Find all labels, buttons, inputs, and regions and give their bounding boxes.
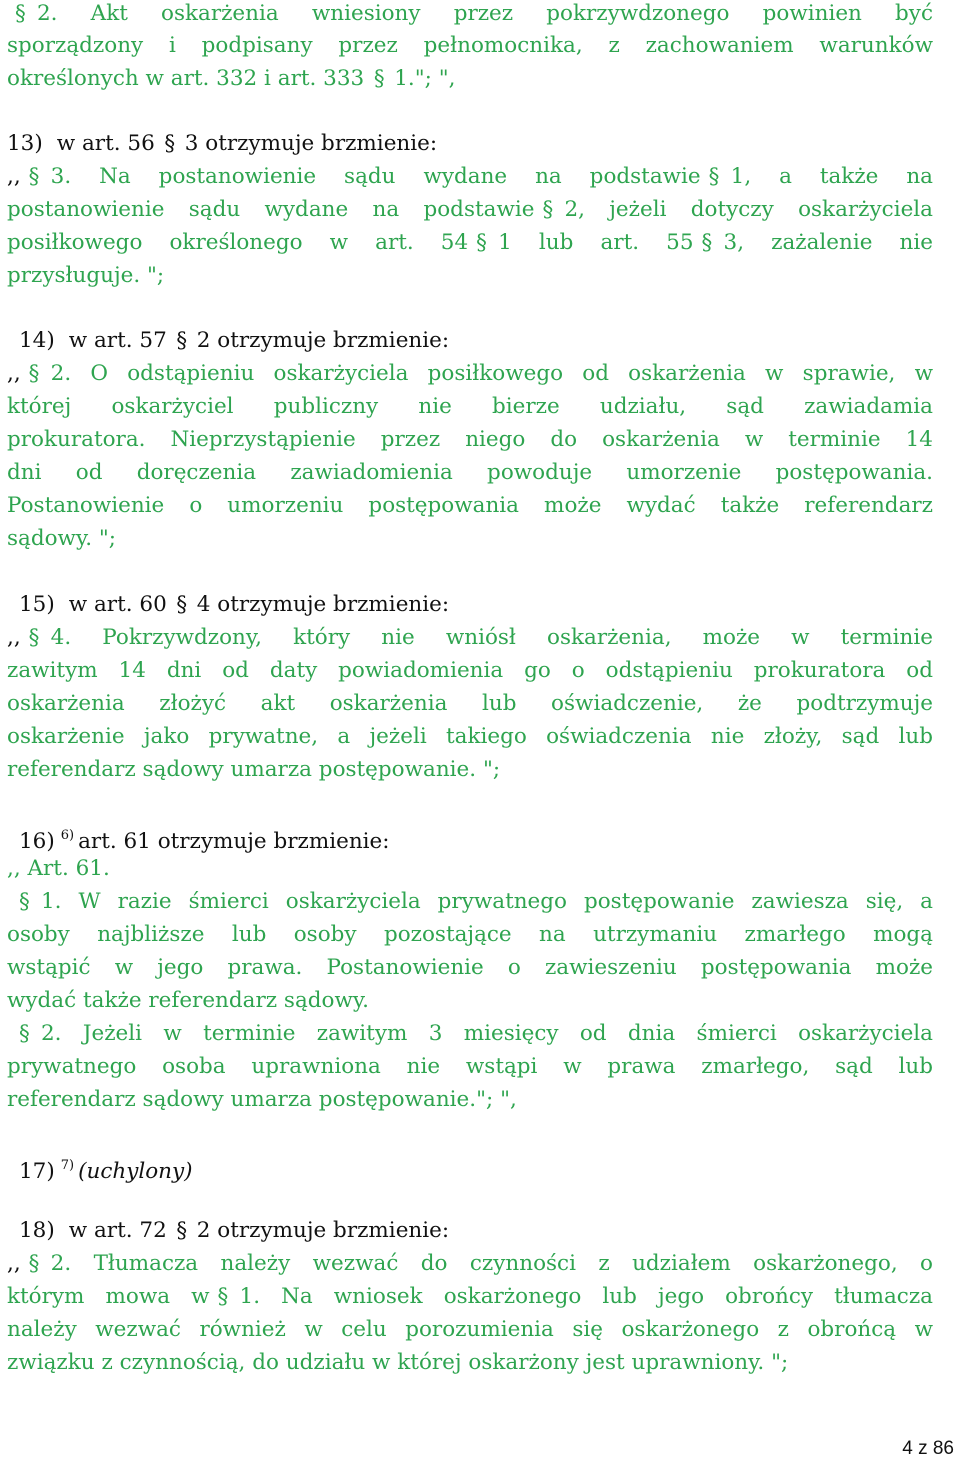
text-line: ,, § 3. Na postanowienie sądu wydane na podstawie § 1, a także na [7,164,933,189]
point-heading: 13) w art. 56 § 3 otrzymuje brzmienie: [7,131,438,156]
section-sign: § [373,66,385,91]
section-sign: § [476,230,487,255]
section-sign: § [176,592,188,617]
footnote-ref: 6) [60,828,75,843]
text-line: prywatnego osoba uprawniona nie wstąpi w prawa zmarłego, sąd lub [7,1054,933,1079]
text-line: Postanowienie o umorzeniu postępowania może wydać także referendarz [7,493,933,518]
text-line: przysługuje. "; [7,263,165,288]
section-sign: § [708,164,720,189]
text-line: prokuratora. Nieprzystąpienie przez niego do oskarżenia w terminie 14 [7,427,933,452]
text-line: oskarżenie jako prywatne, a jeżeli takiego oświadczenia nie złoży, sąd lub [7,724,933,749]
section-sign: § [19,889,30,914]
section-sign: § [164,131,176,156]
text-line: § 1. W razie śmierci oskarżyciela prywatnego postępowanie zawiesza się, a [19,889,933,914]
footnote-ref: 7) [60,1158,75,1173]
text-line: wstąpić w jego prawa. Postanowienie o zawieszeniu postępowania może [7,955,933,980]
section-sign: § [217,1284,229,1309]
section-sign: § [542,197,554,222]
point-heading: 16) $^{6)}$ art. 61 otrzymuje brzmienie: [19,828,390,854]
point-heading: 15) w art. 60 § 4 otrzymuje brzmienie: [19,592,450,617]
text-line: referendarz sądowy umarza postępowanie. "; [7,757,501,782]
text-line: § 2. Jeżeli w terminie zawitym 3 miesięcy od dnia śmierci oskarżyciela [19,1021,933,1046]
text-line: oskarżenia złożyć akt oskarżenia lub oświadczenie, że podtrzymuje [7,691,933,716]
text-line: § 2. Akt oskarżenia wniesiony przez pokrzywdzonego powinien być [15,1,933,26]
section-sign: § [15,1,26,26]
section-sign: § [176,1218,188,1243]
text-line: ,, Art. 61. [7,856,110,881]
text-line: posiłkowego określonego w art. 54 § 1 lub art. 55 § 3, zażalenie nie [7,230,933,255]
section-sign: § [28,1251,40,1276]
point-heading: 17) $^{7)}$ (uchylony) [19,1158,193,1184]
section-sign: § [19,1021,30,1046]
page-number: 4 z 86 [902,1438,954,1459]
point-heading: 14) w art. 57 § 2 otrzymuje brzmienie: [19,328,450,353]
section-sign: § [701,230,713,255]
text-line: związku z czynnością, do udziału w której oskarżony jest uprawniony. "; [7,1350,789,1375]
text-line: referendarz sądowy umarza postępowanie."; ", [7,1087,517,1112]
text-line: wydać także referendarz sądowy. [7,988,370,1013]
text-line: ,, § 4. Pokrzywdzony, który nie wniósł oskarżenia, może w terminie [7,625,933,650]
text-line: zawitym 14 dni od daty powiadomienia go o odstąpieniu prokuratora od [7,658,933,683]
text-line: postanowienie sądu wydane na podstawie § 2, jeżeli dotyczy oskarżyciela [7,197,933,222]
text-line: którym mowa w § 1. Na wniosek oskarżonego lub jego obrońcy tłumacza [7,1284,933,1309]
section-sign: § [28,625,40,650]
text-line: której oskarżyciel publiczny nie bierze udziału, sąd zawiadamia [7,394,933,419]
text-line: określonych w art. 332 i art. 333 § 1."; ", [7,66,456,91]
text-line: ,, § 2. Tłumacza należy wezwać do czynności z udziałem oskarżonego, o [7,1251,933,1276]
text-line: sądowy. "; [7,526,117,551]
text-line: dni od doręczenia zawiadomienia powoduje umorzenie postępowania. [7,460,933,485]
text-line: osoby najbliższe lub osoby pozostające na utrzymaniu zmarłego mogą [7,922,933,947]
section-sign: § [176,328,188,353]
point-heading: 18) w art. 72 § 2 otrzymuje brzmienie: [19,1218,450,1243]
section-sign: § [28,164,40,189]
text-line: sporządzony i podpisany przez pełnomocnika, z zachowaniem warunków [7,33,933,58]
text-line: ,, § 2. O odstąpieniu oskarżyciela posiłkowego od oskarżenia w sprawie, w [7,361,933,386]
text-line: należy wezwać również w celu porozumienia się oskarżonego z obrońcą w [7,1317,933,1342]
section-sign: § [28,361,40,386]
